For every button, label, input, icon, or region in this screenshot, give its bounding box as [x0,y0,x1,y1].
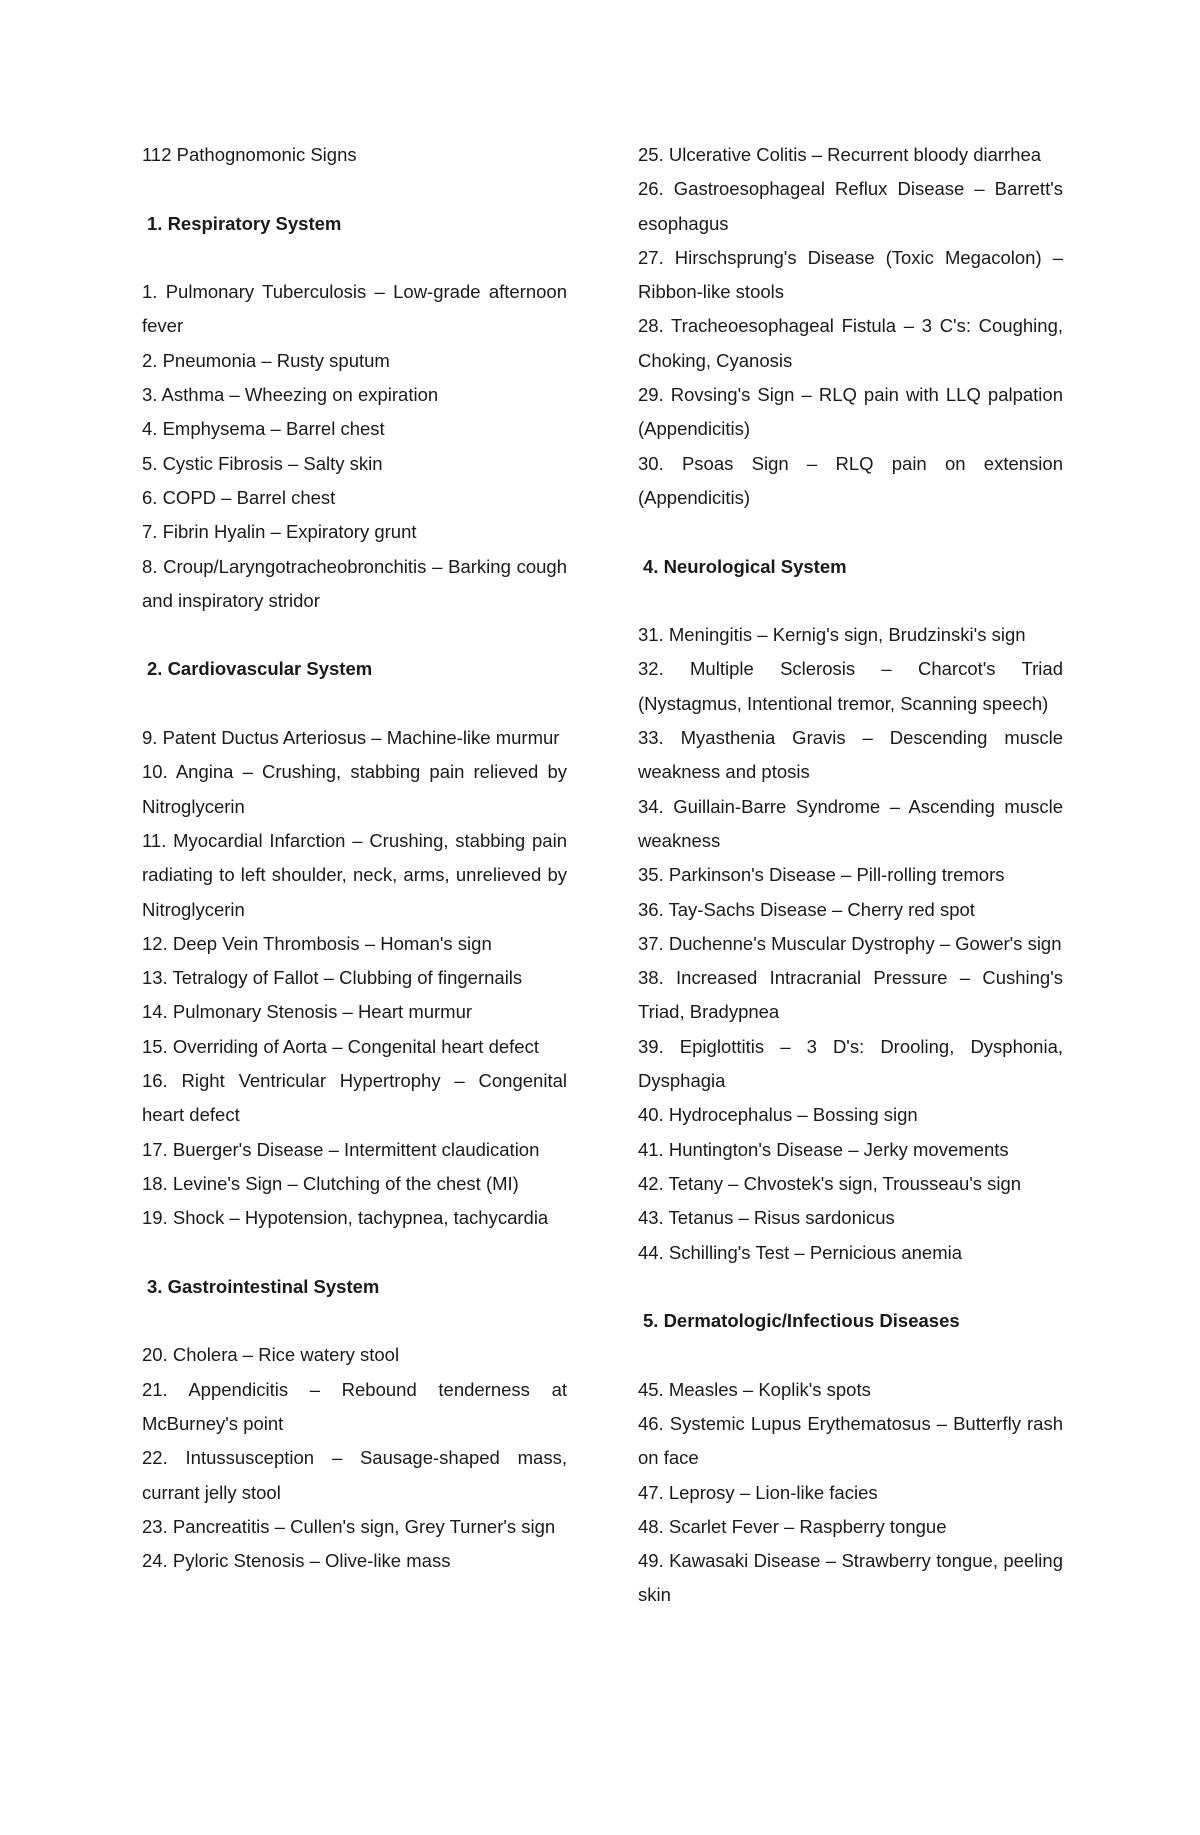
list-item: 37. Duchenne's Muscular Dystrophy – Gower's sign [638,932,1062,954]
list-item: 8. Croup/Laryngotracheobronchitis – Barking cough and inspiratory stridor [142,555,567,611]
spacer [142,618,567,652]
list-item: 34. Guillain-Barre Syndrome – Ascending muscle weakness [638,795,1063,851]
list-item: 44. Schilling's Test – Pernicious anemia [638,1241,963,1263]
spacer [142,687,567,721]
section-heading-gastrointestinal: 3. Gastrointestinal System [147,1275,380,1297]
list-item: 46. Systemic Lupus Erythematosus – Butterfly rash on face [638,1412,1063,1469]
spacer [638,1338,1063,1372]
list-item: 45. Measles – Koplik's spots [638,1378,871,1400]
list-item: 18. Levine's Sign – Clutching of the chest (MI) [142,1172,519,1194]
list-item: 32. Multiple Sclerosis – Charcot's Triad (Nystagmus, Intentional tremor, Scanning speech) [638,658,1063,714]
list-item: 11. Myocardial Infarction – Crushing, stabbing pain radiating to left shoulder, neck, arms, unrelieved by Nitroglycerin [142,829,567,920]
list-item: 31. Meningitis – Kernig's sign, Brudzinski's sign [638,624,1026,646]
list-item: 30. Psoas Sign – RLQ pain on extension (Appendicitis) [638,452,1063,508]
list-item: 16. Right Ventricular Hypertrophy – Congenital heart defect [142,1070,567,1126]
left-column [142,138,567,1578]
list-item: 19. Shock – Hypotension, tachypnea, tachycardia [142,1207,549,1229]
list-item: 26. Gastroesophageal Reflux Disease – Barrett's esophagus [638,178,1063,234]
list-item: 20. Cholera – Rice watery stool [142,1344,400,1366]
list-item: 13. Tetralogy of Fallot – Clubbing of fingernails [142,967,523,989]
list-item: 23. Pancreatitis – Cullen's sign, Grey Turner's sign [142,1515,556,1537]
list-item: 9. Patent Ductus Arteriosus – Machine-like murmur [142,727,560,749]
list-item: 28. Tracheoesophageal Fistula – 3 C's: Coughing, Choking, Cyanosis [638,315,1063,371]
list-item: 1. Pulmonary Tuberculosis – Low-grade afternoon fever [142,281,567,337]
list-item: 40. Hydrocephalus – Bossing sign [638,1104,918,1126]
list-item: 33. Myasthenia Gravis – Descending muscle weakness and ptosis [638,727,1063,783]
list-item: 7. Fibrin Hyalin – Expiratory grunt [142,521,417,543]
list-item: 2. Pneumonia – Rusty sputum [142,349,390,371]
spacer [638,1270,1063,1304]
section-heading-dermatologic: 5. Dermatologic/Infectious Diseases [643,1310,960,1332]
section-heading-cardiovascular: 2. Cardiovascular System [147,658,373,680]
spacer [638,515,1063,549]
list-item: 48. Scarlet Fever – Raspberry tongue [638,1515,947,1537]
document-title: 112 Pathognomonic Signs [142,144,357,165]
list-item: 10. Angina – Crushing, stabbing pain relieved by Nitroglycerin [142,761,567,817]
section-heading-respiratory: 1. Respiratory System [147,212,342,234]
list-item: 39. Epiglottitis – 3 D's: Drooling, Dysphonia, Dysphagia [638,1035,1063,1092]
list-item: 17. Buerger's Disease – Intermittent claudication [142,1138,540,1160]
list-item: 38. Increased Intracranial Pressure – Cushing's Triad, Bradypnea [638,967,1063,1023]
section-heading-neurological: 4. Neurological System [643,555,847,577]
list-item: 35. Parkinson's Disease – Pill-rolling tremors [638,864,1005,886]
spacer [142,1304,567,1338]
list-item: 14. Pulmonary Stenosis – Heart murmur [142,1001,473,1023]
list-item: 3. Asthma – Wheezing on expiration [142,384,439,406]
right-column [638,138,1063,1613]
list-item: 42. Tetany – Chvostek's sign, Trousseau's sign [638,1172,1022,1194]
list-item: 41. Huntington's Disease – Jerky movements [638,1138,1009,1160]
list-item: 24. Pyloric Stenosis – Olive-like mass [142,1550,451,1572]
list-item: 5. Cystic Fibrosis – Salty skin [142,452,383,474]
list-item: 25. Ulcerative Colitis – Recurrent bloody diarrhea [638,144,1042,165]
list-item: 36. Tay-Sachs Disease – Cherry red spot [638,898,975,920]
list-item: 6. COPD – Barrel chest [142,486,336,508]
list-item: 47. Leprosy – Lion-like facies [638,1481,878,1503]
list-item: 15. Overriding of Aorta – Congenital heart defect [142,1035,539,1057]
spacer [142,241,567,275]
list-item: 27. Hirschsprung's Disease (Toxic Megacolon) – Ribbon-like stools [638,246,1063,303]
spacer [142,172,567,206]
list-item: 49. Kawasaki Disease – Strawberry tongue, peeling skin [638,1550,1063,1606]
list-item: 29. Rovsing's Sign – RLQ pain with LLQ palpation (Appendicitis) [638,384,1063,440]
list-item: 22. Intussusception – Sausage-shaped mass, currant jelly stool [142,1447,567,1503]
list-item: 4. Emphysema – Barrel chest [142,418,385,440]
spacer [142,1236,567,1270]
spacer [638,584,1063,618]
list-item: 21. Appendicitis – Rebound tenderness at McBurney's point [142,1378,567,1434]
list-item: 12. Deep Vein Thrombosis – Homan's sign [142,932,492,954]
list-item: 43. Tetanus – Risus sardonicus [638,1207,895,1229]
